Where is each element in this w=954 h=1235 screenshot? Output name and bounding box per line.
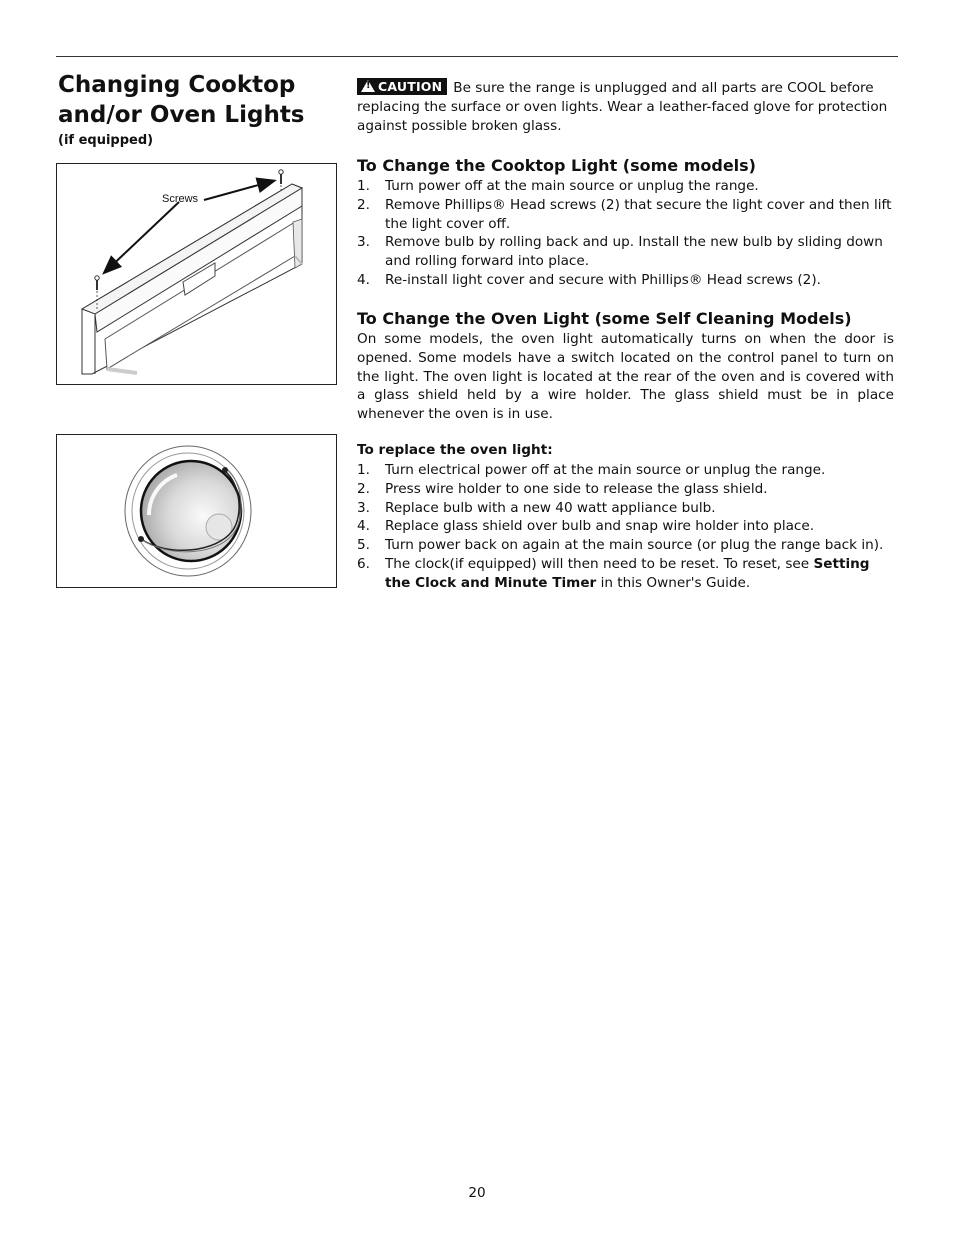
step-text: Re-install light cover and secure with Phillips® Head screws (2). (385, 271, 821, 288)
step-number: 4. (357, 518, 370, 535)
title-line-2: and/or Oven Lights (58, 102, 305, 128)
page-title (58, 70, 338, 130)
cooktop-light-heading: To Change the Cooktop Light (some models) (357, 156, 756, 175)
step-number: 4. (357, 271, 370, 288)
oven-light-figure (56, 434, 337, 588)
list-item (357, 517, 894, 536)
caution-badge-label: CAUTION (378, 79, 443, 94)
step-text: Turn power off at the main source or unplug the range. (385, 178, 759, 194)
step-text: Remove bulb by rolling back and up. Install the new bulb by sliding down and rolling forward into place. (385, 234, 883, 270)
list-item (357, 555, 894, 593)
caution-block (357, 78, 894, 135)
step-number: 3. (357, 234, 370, 251)
arrow-to-right-screw (204, 181, 273, 200)
side-panel (293, 219, 302, 268)
list-item (357, 499, 894, 518)
cooktop-steps-list (357, 177, 894, 290)
oven-light-heading: To Change the Oven Light (some Self Cleaning Models) (357, 309, 852, 328)
step-text: Replace bulb with a new 40 watt appliance bulb. (385, 499, 716, 516)
cooktop-light-figure (56, 163, 337, 385)
wire-clip-right (222, 467, 228, 473)
list-item (357, 536, 894, 555)
setting-clock-reference: Setting the Clock and Minute Timer (385, 555, 870, 591)
wire-clip-left (138, 536, 144, 542)
oven-light-illustration (57, 435, 336, 587)
step-text: The clock(if equipped) will then need to be reset. To reset, see (385, 555, 814, 572)
step-text: Press wire holder to one side to release the glass shield. (385, 480, 768, 497)
caution-badge (357, 78, 447, 95)
step-number: 1. (357, 178, 370, 194)
page-subtitle: (if equipped) (58, 133, 154, 148)
list-item (357, 177, 894, 196)
replace-oven-light-subheading: To replace the oven light: (357, 442, 553, 458)
list-item (357, 196, 894, 234)
step-text: Remove Phillips® Head screws (2) that secure the light cover and then lift the light cover off. (385, 196, 892, 232)
step-number: 2. (357, 196, 370, 213)
top-rule (56, 56, 898, 57)
title-line-1: Changing Cooktop (58, 72, 296, 98)
oven-light-paragraph: On some models, the oven light automatically turns on when the door is opened. Some models have a switch located on the control panel to turn on the light. The oven light is located at the rear of the oven and is covered with a glass shield held by a wire holder. The glass shield must be in place whenever the oven is in use. (357, 331, 894, 423)
step-number: 5. (357, 537, 370, 554)
step-text-end: in this Owner's Guide. (596, 574, 751, 591)
caution-text: Be sure the range is unplugged and all parts are COOL before replacing the surface or oven lights. Wear a leather-faced glove for protection against possible broken glass. (357, 80, 888, 134)
step-text: Turn electrical power off at the main source or unplug the range. (385, 462, 826, 478)
cooktop-light-illustration (57, 164, 336, 384)
step-number: 3. (357, 499, 370, 516)
step-number: 1. (357, 462, 370, 478)
step-text: Replace glass shield over bulb and snap wire holder into place. (385, 518, 815, 535)
step-number: 2. (357, 480, 370, 497)
step-number: 6. (357, 555, 370, 572)
screw-icon-right (279, 170, 283, 192)
list-item (357, 233, 894, 271)
warning-triangle-icon (361, 80, 375, 92)
page-number: 20 (468, 1185, 486, 1201)
list-item (357, 271, 894, 290)
screws-label: Screws (162, 193, 199, 205)
list-item (357, 480, 894, 499)
oven-steps-list (357, 461, 894, 593)
step-text: Turn power back on again at the main source (or plug the range back in). (385, 537, 884, 554)
list-item (357, 461, 894, 480)
